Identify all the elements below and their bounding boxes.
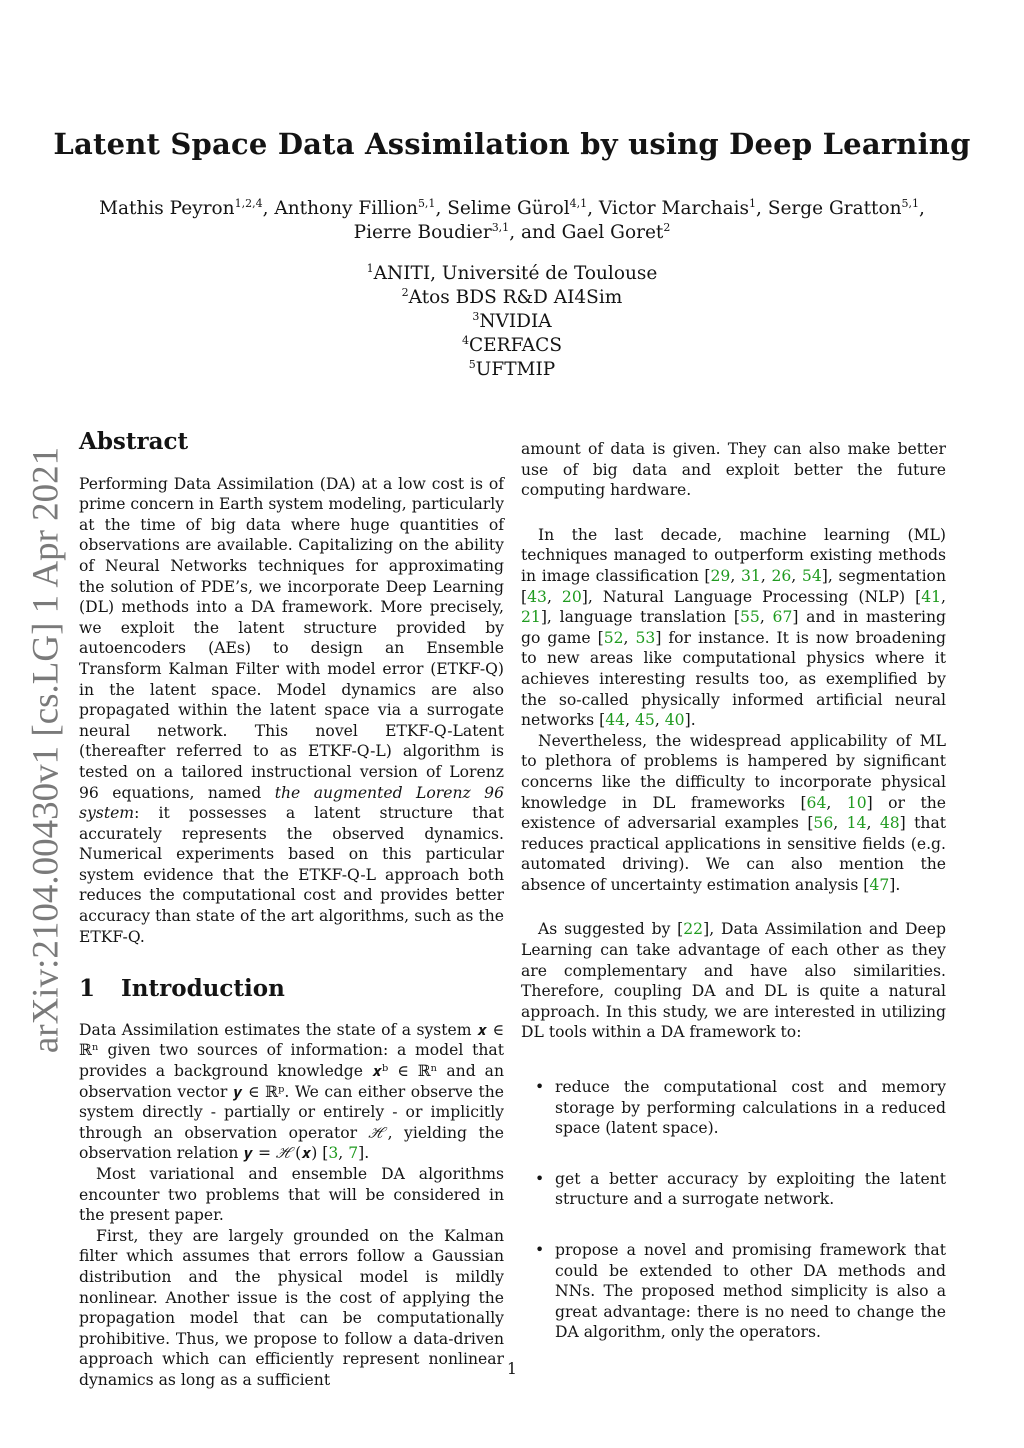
text-run: ] or the existence of adversarial examples [ xyxy=(521,793,946,833)
section-number: 1 xyxy=(79,975,96,1003)
body-paragraph: amount of data is given. They can also make better use of big data and exploit better the future computing hardware. xyxy=(521,440,946,500)
abstract-text-part: : it possesses a latent structure that accurately represents the observed dynamics. Numerical experiments based on this particular system evidence that the ETKF-Q-L approach both reduces the computational cost and provides better accuracy than state of the art algorithms, such as the ETKF-Q. xyxy=(79,804,504,946)
text-run: [ xyxy=(317,1144,329,1163)
text-run: and an observation vector xyxy=(79,1062,504,1101)
text-run: . We can either observe the system directly - partially or entirely - or implicitly through an observation operator xyxy=(79,1082,505,1142)
author-separator: , and xyxy=(509,222,562,243)
section-title: Introduction xyxy=(121,975,285,1003)
affiliation-name: NVIDIA xyxy=(479,311,552,332)
intro-paragraph: First, they are largely grounded on the Kalman filter which assumes that errors follow a Gaussian distribution and the physical model is mildly nonlinear. Another issue is the cost of applying the propagation model that can be computationally prohibitive. Thus, we propose to follow a data-driven approach which can efficiently represent nonlinear dynamics as long as a sufficient xyxy=(79,1226,504,1389)
affiliation-list xyxy=(0,262,1024,382)
text-run: ]. xyxy=(889,875,901,894)
citation-link[interactable]: 53 xyxy=(635,628,656,647)
citation-link[interactable]: 67 xyxy=(772,608,793,627)
author-separator: , xyxy=(435,198,448,219)
left-column xyxy=(79,428,505,1391)
text-run: , yielding the observation relation xyxy=(79,1123,504,1163)
author-affiliation-marker: 1,2,4 xyxy=(234,197,263,210)
text-run: ], Natural Language Processing (NLP) [ xyxy=(581,587,922,606)
affiliation-name: Atos BDS R&D AI4Sim xyxy=(408,287,623,308)
intro-paragraph xyxy=(79,1020,504,1164)
author-affiliation-marker: 5,1 xyxy=(901,197,920,210)
body-paragraph xyxy=(521,919,946,1043)
bullet-item xyxy=(521,1169,946,1210)
text-run: In the last decade, machine learning (ML) techniques managed to outperform existing methods in image classification [ xyxy=(521,525,946,585)
citation-link[interactable]: 7 xyxy=(348,1144,359,1163)
text-run: , xyxy=(338,1144,349,1163)
text-run: Data Assimilation estimates the state of a system xyxy=(79,1020,477,1039)
citation-link[interactable]: 14 xyxy=(846,814,867,833)
citation-link[interactable]: 52 xyxy=(603,628,624,647)
author-separator: , xyxy=(262,198,275,219)
page-number: 1 xyxy=(507,1360,517,1378)
bullet-text: propose a novel and promising framework that could be extended to other DA methods and NNs. The proposed method simplicity is also a great advantage: there is no need to change the DA algorithm, only the operators. xyxy=(555,1241,946,1342)
citation-link[interactable]: 29 xyxy=(710,566,731,585)
citation-link[interactable]: 64 xyxy=(806,793,827,812)
bullet-text: reduce the computational cost and memory storage by performing calculations in a reduced space (latent space). xyxy=(555,1078,946,1138)
author-affiliation-marker: 4,1 xyxy=(569,197,588,210)
affiliation-line xyxy=(0,286,1024,310)
bullet-item xyxy=(521,1240,946,1343)
section-heading xyxy=(79,975,504,1003)
bullet-marker: • xyxy=(535,1078,545,1097)
math-inline: ℋ xyxy=(368,1123,388,1142)
affiliation-name: ANITI, Université de Toulouse xyxy=(373,263,658,284)
author-affiliation-marker: 5,1 xyxy=(417,197,436,210)
affiliation-marker: 4 xyxy=(461,334,469,347)
abstract-text-part: Performing Data Assimilation (DA) at a low cost is of prime concern in Earth system modeling, particularly at the time of big data where huge quantities of observations are available. Capitalizing on the ability of Neural Networks techniques for approximating the solution of PDE’s, we incorporate Deep Learning (DL) methods into a DA framework. More precisely, we exploit the latent structure provided by autoencoders (AEs) to design an Ensemble Transform Kalman Filter with model error (ETKF-Q) in the latent space. Model dynamics are also propagated within the latent space via a surrogate neural network. This novel ETKF-Q-Latent (thereafter referred to as ETKF-Q-L) algorithm is tested on a tailored instructional version of Lorenz 96 equations, named xyxy=(79,474,505,802)
citation-link[interactable]: 31 xyxy=(740,566,761,585)
citation-link[interactable]: 20 xyxy=(561,587,582,606)
citation-link[interactable]: 47 xyxy=(869,875,890,894)
text-run: ] that reduces practical applications in sensitive fields (e.g. automated driving). We can also mention the absence of uncertainty estimation analysis [ xyxy=(521,814,947,894)
text-run: ], segmentation [ xyxy=(521,566,946,606)
math-inline: 𝒚 ∈ ℝᵖ xyxy=(232,1082,285,1101)
text-run: ]. xyxy=(684,711,696,730)
citation-link[interactable]: 45 xyxy=(635,711,655,730)
author-name: Selime Gürol xyxy=(447,198,570,219)
citation-link[interactable]: 10 xyxy=(846,793,867,812)
citation-link[interactable]: 54 xyxy=(801,566,822,585)
citation-link[interactable]: 22 xyxy=(683,920,704,939)
intro-paragraph: Most variational and ensemble DA algorithms encounter two problems that will be considered in the present paper. xyxy=(79,1165,504,1225)
affiliation-marker: 2 xyxy=(401,286,409,299)
body-paragraph: In the last decade, machine learning (ML) techniques managed to outperform existing methods in image classification [29, 31, 26, 54], segmentation [43, 20], Natural Language Processing (NLP) [41, 21], language translation [55, 67] and in mastering go game [52, 53] for instance. It is now broadening to new areas like computational physics where it achieves interesting results too, as exemplified by the so-called physically informed artificial neural networks [44, 45, 40]. xyxy=(521,525,946,730)
math-inline: 𝒙 ∈ ℝⁿ xyxy=(79,1020,504,1060)
author-name: Mathis Peyron xyxy=(99,198,235,219)
affiliation-line xyxy=(0,358,1024,382)
author-separator: , xyxy=(587,198,599,219)
right-column xyxy=(521,439,946,1343)
text-run: As suggested by [ xyxy=(538,920,684,939)
abstract-heading: Abstract xyxy=(79,428,189,455)
text-run: Nevertheless, the widespread applicability of ML to plethora of problems is hampered by significant concerns like the difficulty to incorporate physical knowledge in DL frameworks [ xyxy=(521,731,946,812)
text-run: ], Data Assimilation and Deep Learning can take advantage of each other as they are complementary and have also similarities. Therefore, coupling DA and DL is quite a natural approach. In this study, we are interested in utilizing DL tools within a DA framework to: xyxy=(521,920,946,1042)
citation-link[interactable]: 3 xyxy=(328,1144,339,1163)
text-run: ]. xyxy=(358,1144,370,1163)
affiliation-name: UFTMIP xyxy=(475,359,556,380)
text-run: given two sources of information: a model that provides a background knowledge xyxy=(79,1041,504,1081)
bullet-text: get a better accuracy by exploiting the latent structure and a surrogate network. xyxy=(555,1169,946,1209)
author-list xyxy=(70,197,954,245)
abstract-text xyxy=(79,474,504,948)
author-affiliation-marker: 1 xyxy=(749,197,757,210)
citation-link[interactable]: 43 xyxy=(527,587,547,606)
text-run: ] for instance. It is now broadening to new areas like computational physics where it achieves interesting results too, as exemplified by the so-called physically informed artificial neural networks [ xyxy=(521,628,946,730)
author-name: Serge Gratton xyxy=(767,198,902,219)
bullet-marker: • xyxy=(535,1169,545,1188)
math-inline: 𝒚 = ℋ(𝒙) xyxy=(243,1144,318,1163)
affiliation-marker: 3 xyxy=(472,310,480,323)
math-inline: 𝒙ᵇ ∈ ℝⁿ xyxy=(371,1062,438,1081)
citation-link[interactable]: 40 xyxy=(664,711,685,730)
affiliation-line xyxy=(0,262,1024,286)
affiliation-marker: 1 xyxy=(366,262,374,275)
citation-link[interactable]: 26 xyxy=(771,566,792,585)
paper-title: Latent Space Data Assimilation by using Deep Learning xyxy=(53,127,971,161)
author-name: Victor Marchais xyxy=(598,198,750,219)
bullet-item xyxy=(521,1077,946,1139)
arxiv-stamp: arXiv:2104.00430v1 [cs.LG] 1 Apr 2021 xyxy=(25,446,67,1054)
author-name: Anthony Fillion xyxy=(274,198,418,219)
affiliation-line xyxy=(0,334,1024,358)
text-run: ] and in mastering go game [ xyxy=(521,608,946,647)
abstract-emphasis: the augmented Lorenz 96 system xyxy=(79,783,505,823)
author-separator: , xyxy=(919,198,925,219)
author-name: Gael Goret xyxy=(561,222,664,243)
affiliation-line xyxy=(0,310,1024,334)
citation-link[interactable]: 44 xyxy=(605,711,626,730)
author-separator: , xyxy=(756,198,768,219)
author-affiliation-marker: 2 xyxy=(663,221,671,234)
citation-link[interactable]: 56 xyxy=(813,814,834,833)
citation-link[interactable]: 55 xyxy=(740,608,760,627)
citation-link[interactable]: 48 xyxy=(879,814,900,833)
author-name: Pierre Boudier xyxy=(353,222,492,243)
citation-link[interactable]: 41 xyxy=(921,587,942,606)
affiliation-name: CERFACS xyxy=(468,335,562,356)
author-affiliation-marker: 3,1 xyxy=(491,221,510,234)
body-paragraph: Nevertheless, the widespread applicability of ML to plethora of problems is hampered by significant concerns like the difficulty to incorporate physical knowledge in DL frameworks [64, 10] or the existence of adversarial examples [56, 14, 48] that reduces practical applications in sensitive fields (e.g. automated driving). We can also mention the absence of uncertainty estimation analysis [47]. xyxy=(521,731,947,894)
text-run: ], language translation [ xyxy=(540,608,741,627)
affiliation-marker: 5 xyxy=(468,358,476,371)
citation-link[interactable]: 21 xyxy=(521,608,541,627)
bullet-marker: • xyxy=(535,1241,545,1259)
